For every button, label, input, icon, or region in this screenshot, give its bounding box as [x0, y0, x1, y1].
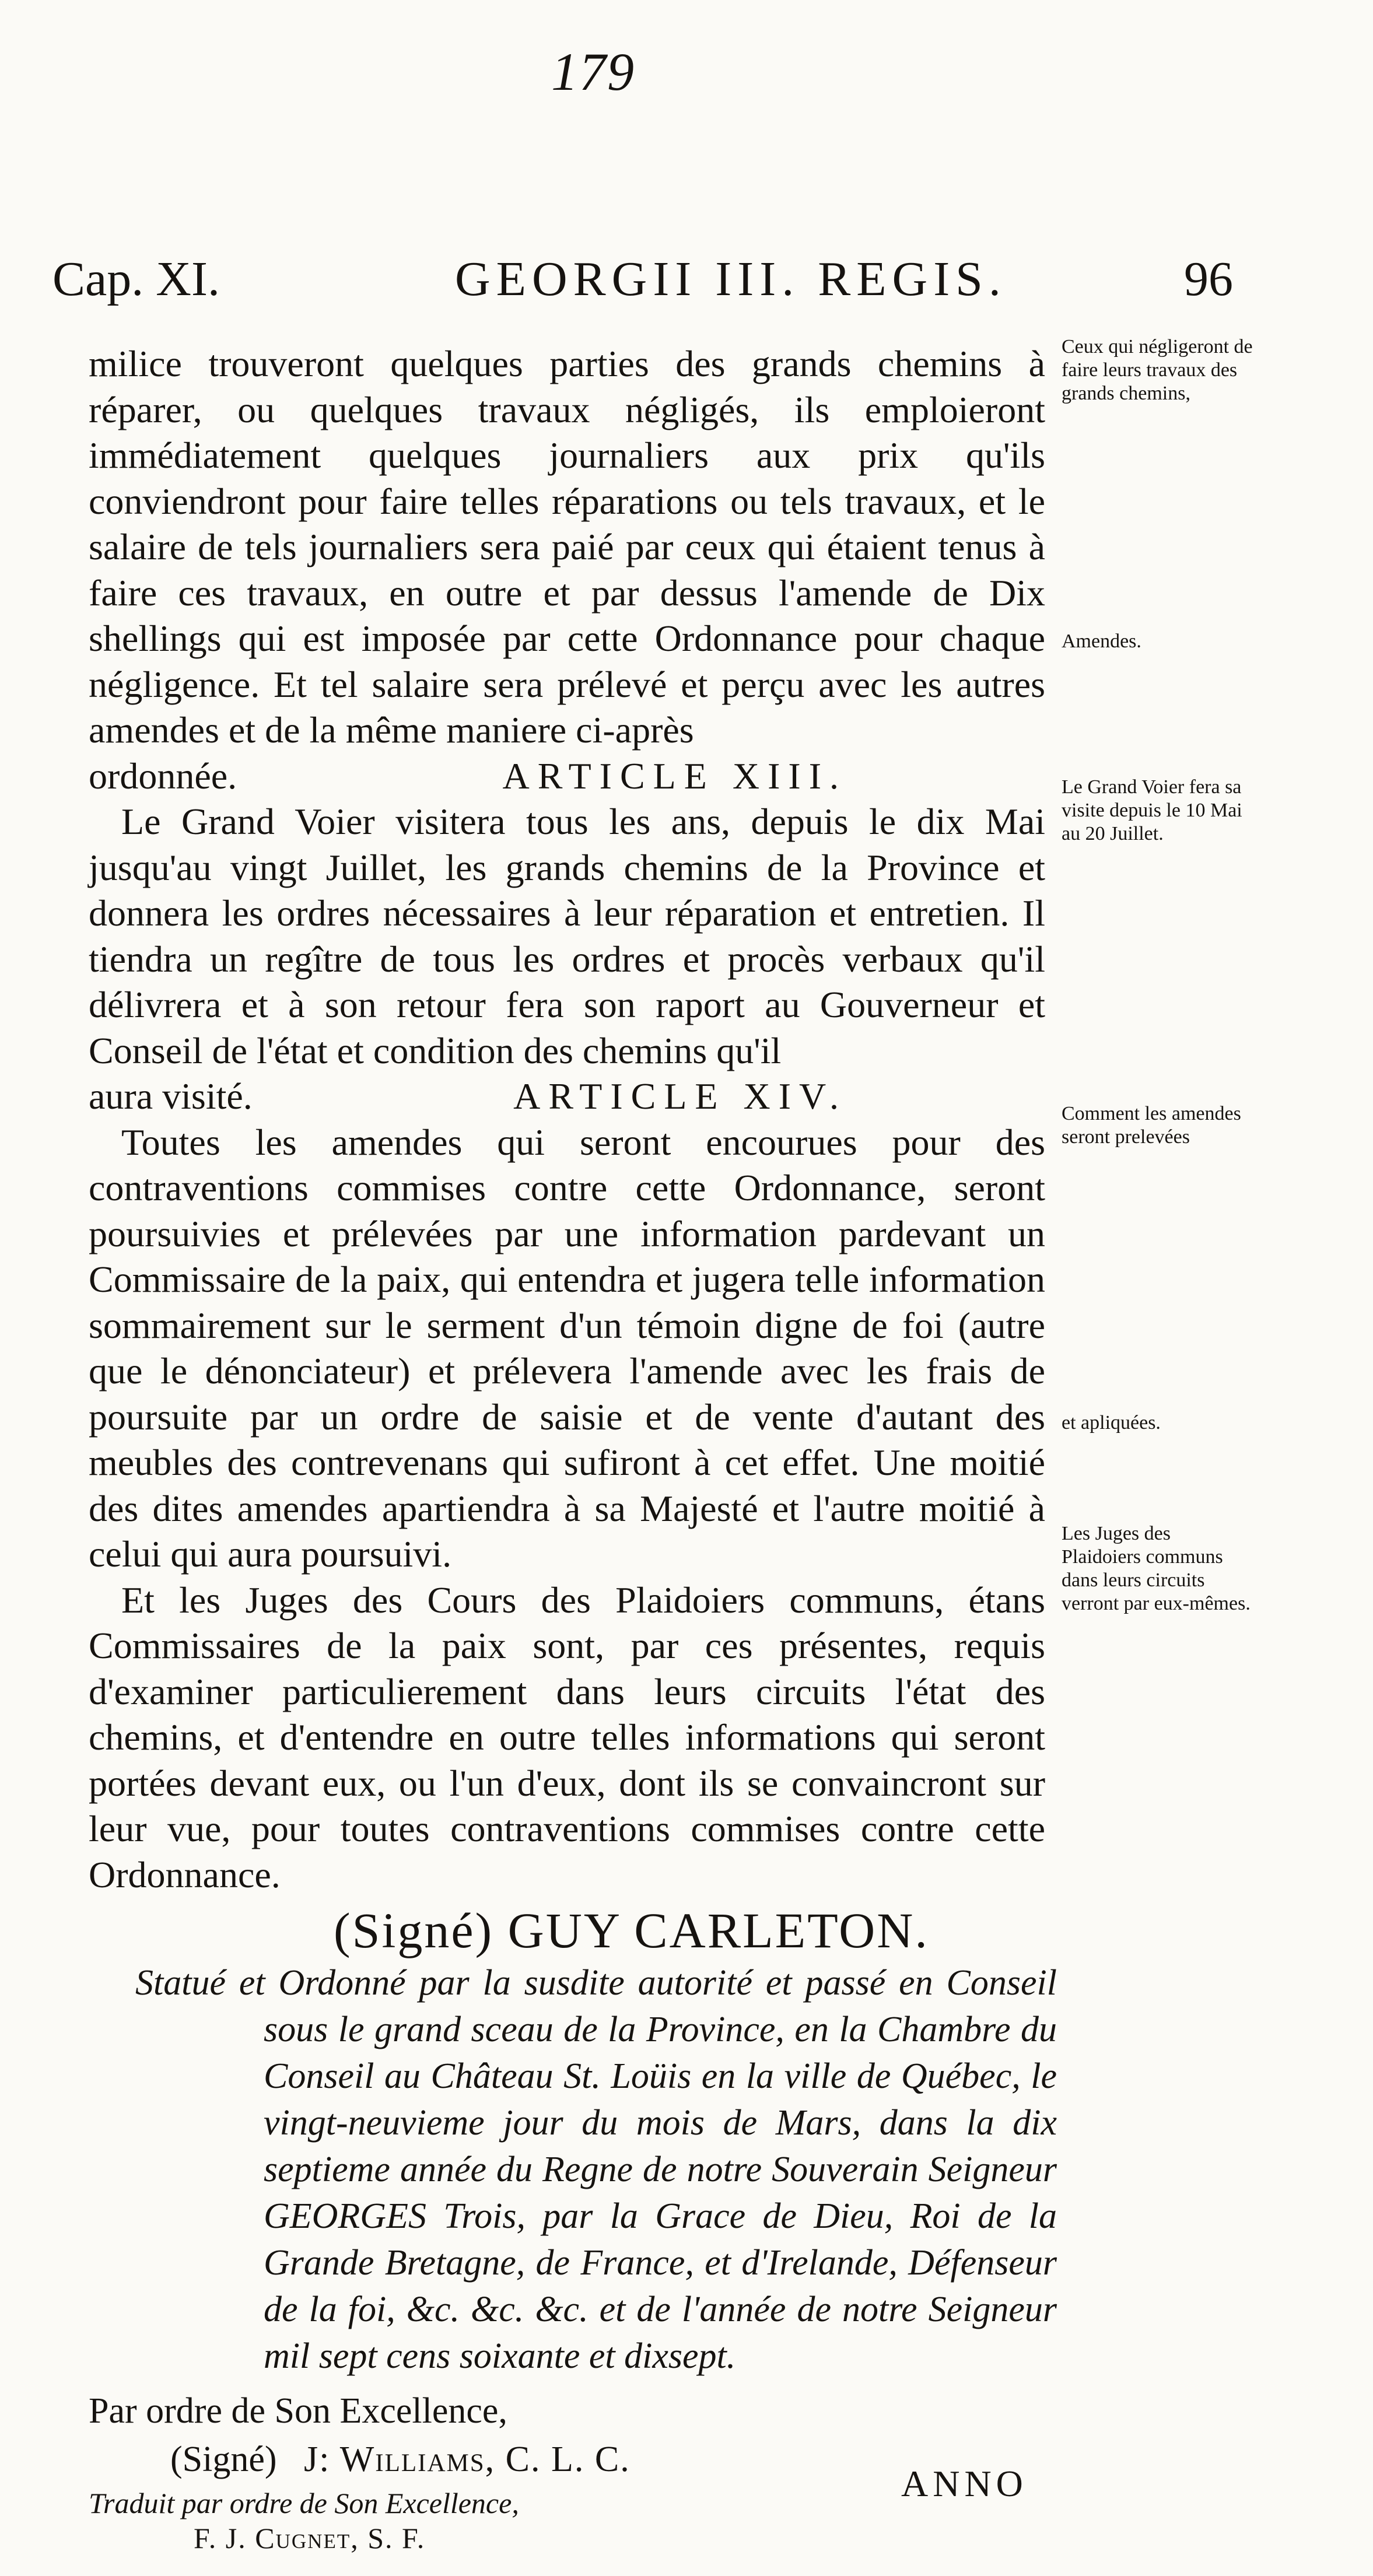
main-text [89, 341, 1057, 2556]
enactment-clause [135, 1960, 1057, 2379]
catchword: ANNO [901, 2463, 1028, 2504]
paragraph-juges: Et les Juges des Cours des Plaidoiers communs, étans Commissaires de la paix sont, par ces présentes, requis d'examiner particulierement dans leurs circuits l'état des chemins, et d'entendre en outre telles informations qui seront portées devant eux, ou l'un d'eux, dont ils se convaincront sur leur vue, pour toutes contraventions commises contre cette Ordonnance. [89, 1579, 1045, 1895]
margin-note-prelevement: Comment les amendes seront prelevées [1062, 1103, 1241, 1148]
enactment-text: Statué et Ordonné par la susdite autorité et passé en Conseil sous le grand sceau de la Province, en la Chambre du Conseil au Château St. Loüis en la ville de Québec, le vingt-neuvieme jour du mois de Mars, dans la dix septieme année du Regne de notre Souverain Seigneur GEORGES Trois, par la Grace de Dieu, Roi de la Grande Bretagne, de France, et d'Irelande, Défenseur de la foi, &c. &c. &c. et de l'année de notre Seigneur mil sept cens soixante et dixsept. [135, 1963, 1057, 2376]
margin-note-amendes: Amendes. [1062, 630, 1141, 652]
article-13-line [89, 753, 1045, 800]
paragraph-article-14: Toutes les amendes qui seront encourues pour des contraventions commises contre cette Ordonnance, seront poursuivies et prélevées par une information pardevant un Commissaire de la paix, qui entendra et jugera telle information sommairement sur le serment d'un témoin digne de foi (autre que le dénonciateur) et prélevera l'amende avec les frais de poursuite par un ordre de saisie et de vente d'autant des meubles des contrevenans qui sufiront à cet effet. Une moitié des dites amendes apartiendra à sa Majesté et l'autre moitié à celui qui aura poursuivi. [89, 1121, 1045, 1575]
article-13-heading: ARTICLE XIII. [502, 755, 847, 797]
article-14-heading: ARTICLE XIV. [513, 1075, 847, 1117]
secretary-signed-label: (Signé) [170, 2440, 277, 2479]
order-line: Par ordre de Son Excellence, [89, 2391, 507, 2431]
signed-label: (Signé) [334, 1902, 494, 1958]
paragraph-continuation: milice trouveront quelques parties des grands chemins à réparer, ou quelques travaux négligés, ils emploieront immédiatement quelques journaliers aux prix qu'ils conviendront pour faire telles réparations ou tels travaux, et le salaire de tels journaliers sera paié par ceux qui étaient tenus à faire ces travaux, en outre et par dessus l'amende de Dix shellings qui est imposée par cette Ordonnance pour chaque négligence. Et tel salaire sera prélevé et perçu avec les autres amendes et de la même maniere ci-après [89, 343, 1045, 751]
paragraph-article-13-end: aura visité. [89, 1075, 253, 1117]
paragraph-continuation-end: ordonnée. [89, 755, 237, 797]
margin-note-negligence: Ceux qui négligeront de faire leurs travaux des grands chemins, [1062, 336, 1253, 404]
printed-page-number: 96 [1184, 252, 1233, 306]
handwritten-page-number: 179 [551, 42, 635, 101]
margin-note-application: et apliquées. [1062, 1412, 1161, 1434]
chapter-label: Cap. XI. [52, 252, 220, 306]
signer-name: GUY CARLETON. [507, 1902, 929, 1958]
margin-note-juges: Les Juges des Plaidoiers communs dans leurs circuits verront par eux-mêmes. [1062, 1523, 1251, 1614]
translator-name: F. J. Cugnet, S. F. [194, 2522, 426, 2554]
running-head [52, 251, 1254, 321]
margin-note-grand-voier: Le Grand Voier fera sa visite depuis le 10 Mai au 20 Juillet. [1062, 776, 1242, 844]
paragraph-article-13: Le Grand Voier visitera tous les ans, depuis le dix Mai jusqu'au vingt Juillet, les grands chemins de la Province et donnera les ordres nécessaires à leur réparation et entretien. Il tiendra un regître de tous les ordres et procès verbaux qu'il délivrera et à son retour fera son raport au Gouverneur et Conseil de l'état et condition des chemins qu'il [89, 801, 1045, 1071]
article-14-line [89, 1074, 1045, 1120]
secretary-name: J: Williams, C. L. C. [304, 2440, 631, 2479]
signature-carleton [89, 1901, 1045, 1960]
translation-note: Traduit par ordre de Son Excellence, [89, 2487, 519, 2519]
running-title: GEORGII III. REGIS. [455, 252, 1007, 306]
